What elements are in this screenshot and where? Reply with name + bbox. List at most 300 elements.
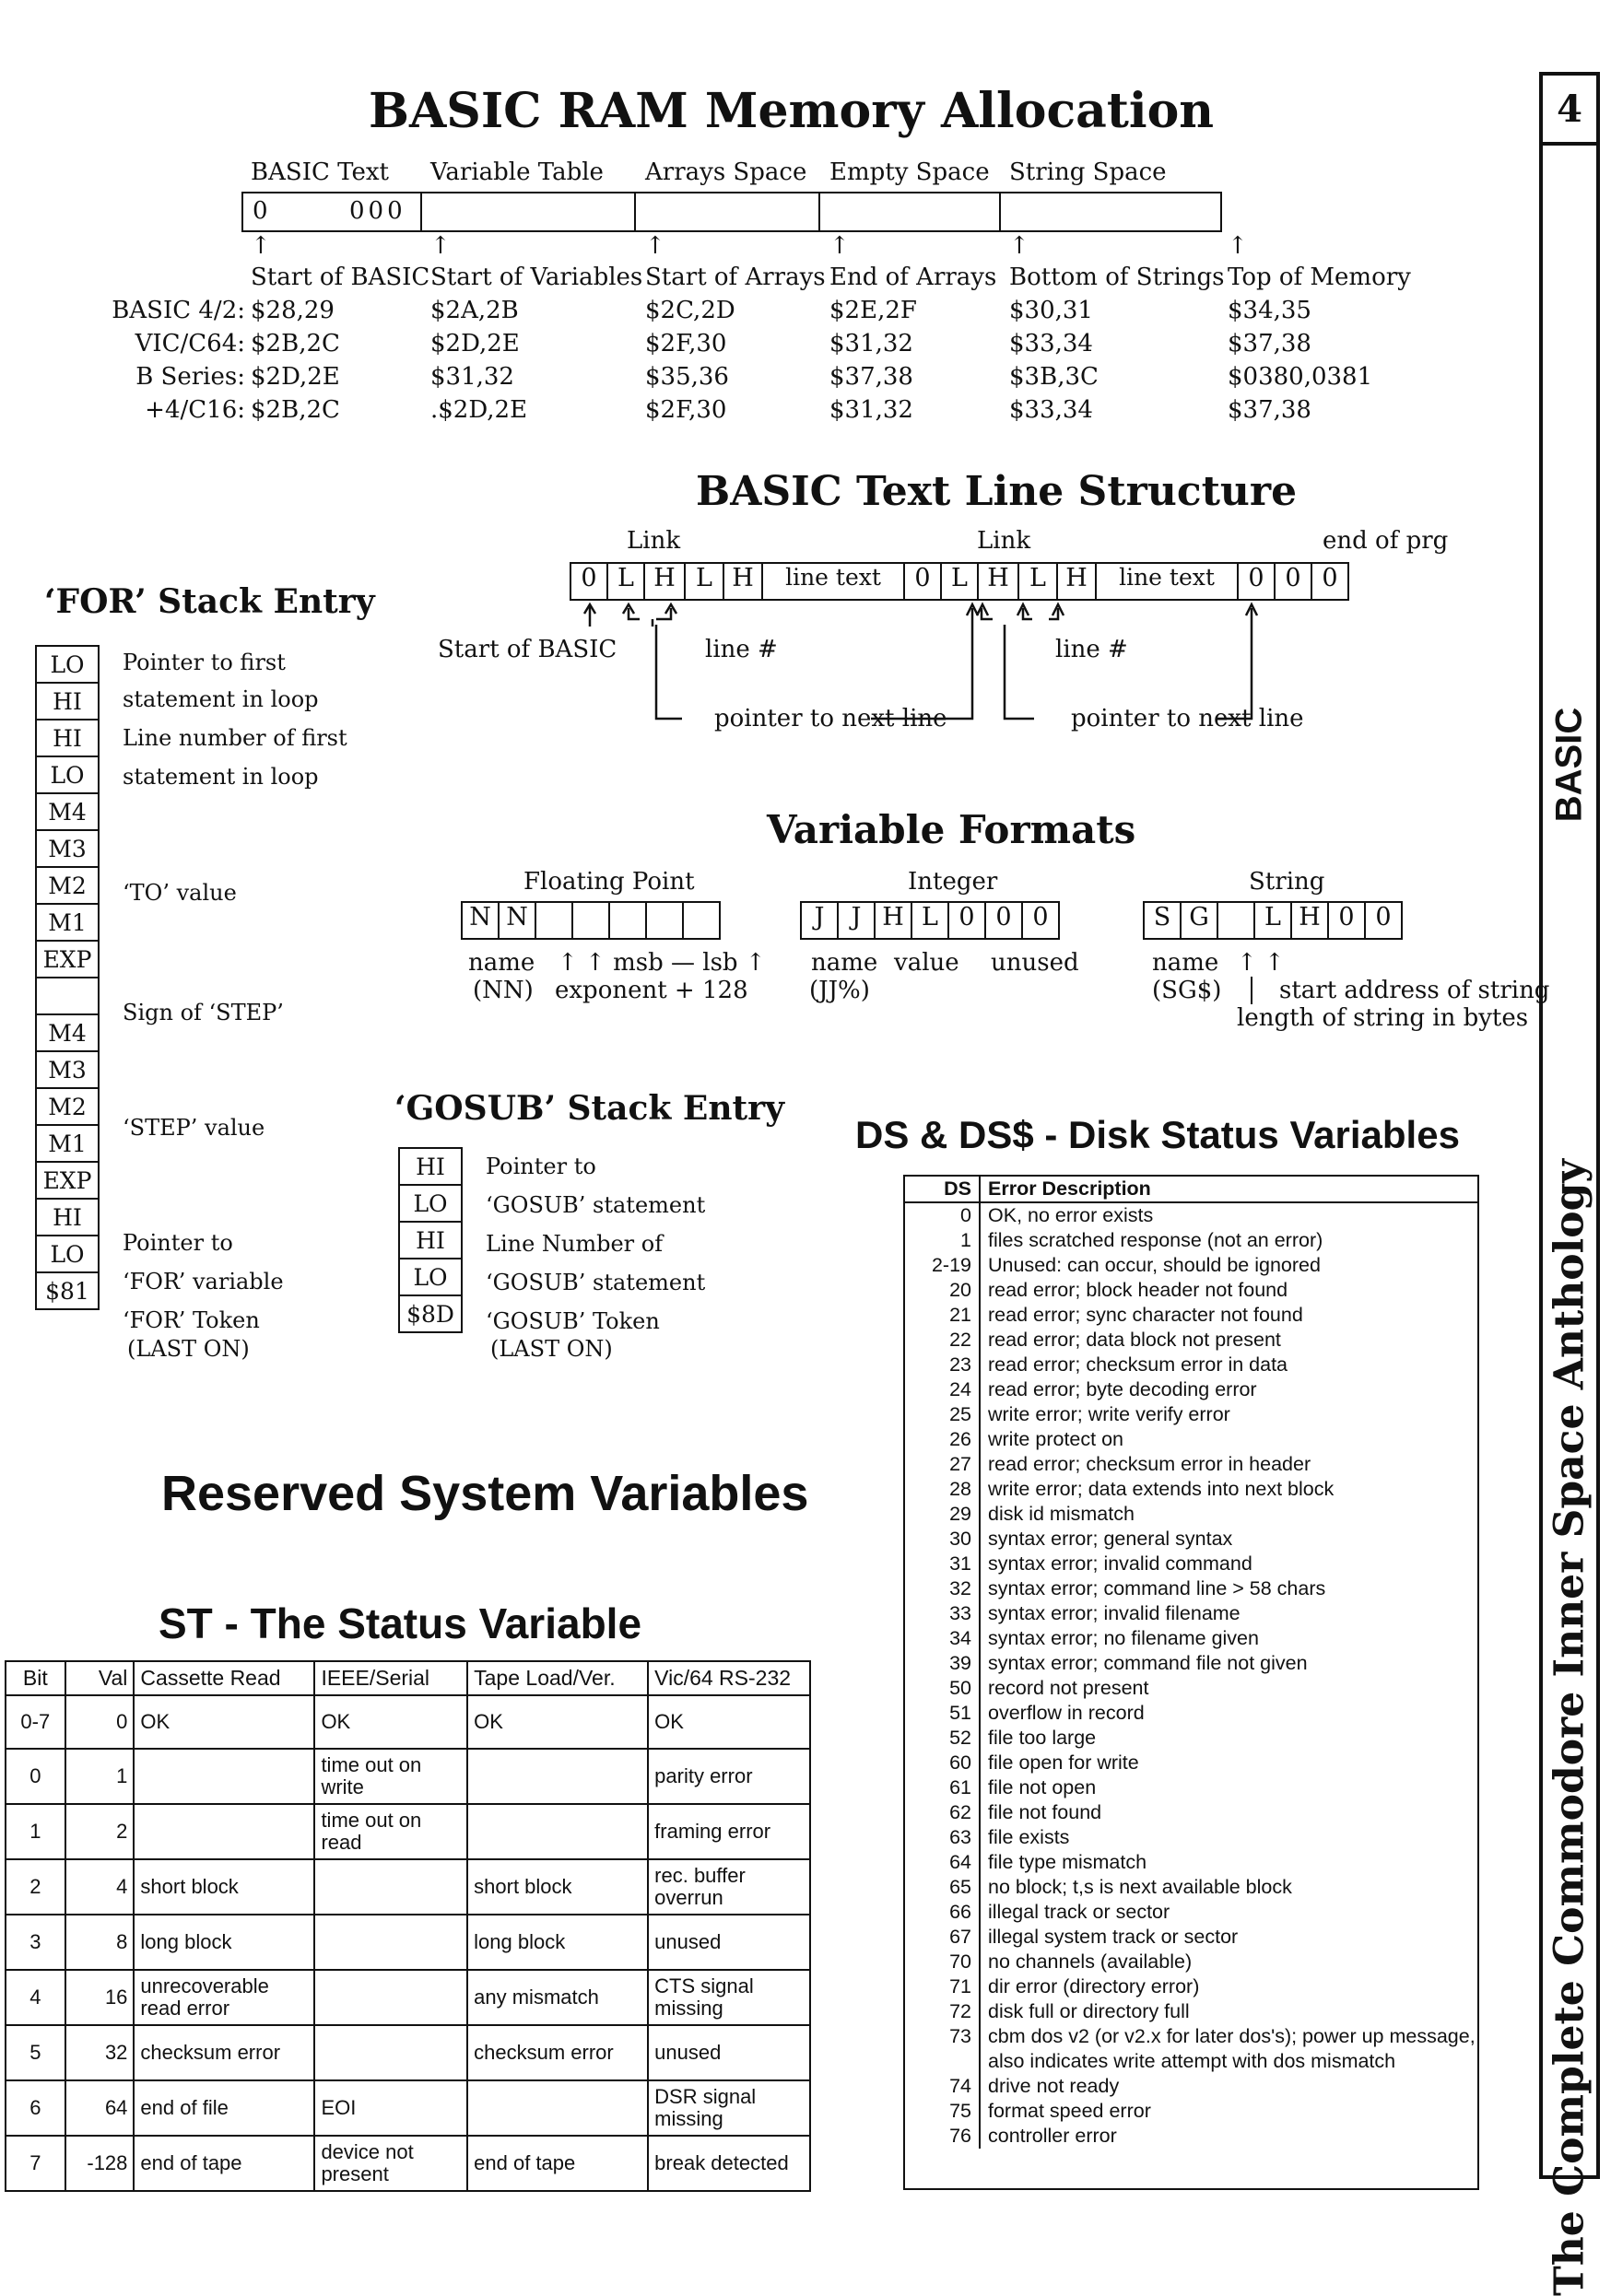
str-cell: L [1253, 901, 1292, 940]
ds-row [905, 1601, 1477, 1626]
pointer-name: Top of Memory [1228, 264, 1411, 291]
gosub-stack [398, 1149, 463, 1333]
st-cell: 1 [65, 1749, 135, 1804]
segment-label: Arrays Space [645, 158, 807, 186]
ds-row [905, 1477, 1477, 1502]
ds-description: write protect on [979, 1427, 1477, 1452]
st-cell: parity error [648, 1749, 810, 1804]
st-header: Vic/64 RS-232 [648, 1661, 810, 1695]
ds-row [905, 1253, 1477, 1278]
int-cell: H [874, 901, 912, 940]
for-cell: $81 [35, 1271, 100, 1310]
st-cell: 8 [65, 1915, 135, 1970]
st-cell: 64 [65, 2080, 135, 2136]
float-note: exponent + 128 [555, 977, 748, 1004]
address: $31,32 [829, 330, 913, 357]
st-cell: 7 [6, 2136, 65, 2191]
str-cell: 0 [1327, 901, 1366, 940]
ds-code: 60 [949, 1751, 971, 1774]
st-cell: CTS signal missing [648, 1970, 810, 2025]
up-arrow-icon: ↑ [1009, 232, 1029, 260]
st-header-row [6, 1661, 810, 1695]
st-cell [134, 1804, 314, 1859]
ds-code: 34 [949, 1627, 971, 1649]
gosub-cell: $8D [398, 1294, 463, 1333]
for-label: ‘STEP’ value [123, 1115, 265, 1141]
st-cell: 32 [65, 2025, 135, 2080]
for-label: ‘TO’ value [123, 880, 237, 906]
st-cell: 0 [65, 1695, 135, 1749]
st-cell: 2 [65, 1804, 135, 1859]
ds-code: 27 [949, 1453, 971, 1475]
ds-code: 21 [949, 1304, 971, 1326]
address: $2D,2E [251, 363, 340, 391]
st-cell: break detected [648, 2136, 810, 2191]
gosub-label: ‘GOSUB’ statement [486, 1192, 706, 1218]
segment-label: Empty Space [829, 158, 990, 186]
ds-description: Unused: can occur, should be ignored [979, 1253, 1477, 1278]
up-arrow-icon: ↑ [1228, 232, 1248, 260]
st-row [6, 2025, 810, 2080]
for-cell: M2 [35, 1087, 100, 1126]
ds-description: syntax error; no filename given [979, 1626, 1477, 1651]
ds-row [905, 1800, 1477, 1825]
ds-row [905, 1925, 1477, 1950]
st-cell: 3 [6, 1915, 65, 1970]
st-cell: end of file [134, 2080, 314, 2136]
for-stack-title: ‘FOR’ Stack Entry [44, 582, 375, 621]
ds-description: format speed error [979, 2099, 1477, 2124]
for-cell: HI [35, 682, 100, 720]
ds-row [905, 1850, 1477, 1875]
tl-cell: line text [761, 562, 905, 601]
ds-row [905, 1676, 1477, 1701]
ds-code: 25 [949, 1403, 971, 1425]
address: $2E,2F [829, 297, 917, 324]
gosub-label: Pointer to [486, 1154, 596, 1179]
st-cell: checksum error [467, 2025, 648, 2080]
tl-cell: L [606, 562, 645, 601]
ds-code: 39 [949, 1652, 971, 1674]
ds-row [905, 1278, 1477, 1303]
st-cell: device not present [314, 2136, 467, 2191]
ds-header-row [905, 1177, 1477, 1203]
address: $2D,2E [430, 330, 520, 357]
ds-description: illegal track or sector [979, 1900, 1477, 1925]
tl-cell: 0 [903, 562, 942, 601]
st-cell: 0 [6, 1749, 65, 1804]
tl-cell: H [723, 562, 763, 601]
ds-header: DS [944, 1177, 971, 1200]
ds-row [905, 1651, 1477, 1676]
gosub-cell: LO [398, 1258, 463, 1296]
for-cell: M4 [35, 792, 100, 831]
ds-rows [905, 1203, 1477, 2149]
ds-code: 63 [949, 1826, 971, 1848]
segment-label: BASIC Text [251, 158, 389, 186]
model-label: +4/C16: [145, 396, 245, 424]
ds-description: overflow in record [979, 1701, 1477, 1726]
st-row [6, 1970, 810, 2025]
st-cell: short block [467, 1859, 648, 1915]
str-cell: S [1143, 901, 1182, 940]
st-header: Val [65, 1661, 135, 1695]
st-cell [314, 2025, 467, 2080]
ds-description: file exists [979, 1825, 1477, 1850]
ds-code: 76 [949, 2125, 971, 2147]
varfmt-title: Variable Formats [767, 807, 1136, 852]
tl-cell: L [940, 562, 979, 601]
line-number-label: line # [1055, 636, 1128, 663]
ram-divider [634, 193, 636, 230]
pointer-name: Start of BASIC [251, 264, 430, 291]
ds-row [905, 1527, 1477, 1552]
for-label: Sign of ‘STEP’ [123, 1000, 284, 1025]
st-row [6, 1859, 810, 1915]
st-cell: 4 [65, 1859, 135, 1915]
gosub-cell: LO [398, 1184, 463, 1223]
st-cell: 6 [6, 2080, 65, 2136]
ds-code: 72 [949, 2000, 971, 2022]
st-cell: OK [467, 1695, 648, 1749]
ds-row [905, 1875, 1477, 1900]
ds-description: file type mismatch [979, 1850, 1477, 1875]
ds-code: 62 [949, 1801, 971, 1823]
address: $2C,2D [645, 297, 735, 324]
ds-code: 26 [949, 1428, 971, 1450]
ds-row [905, 1726, 1477, 1751]
ds-description: controller error [979, 2124, 1477, 2149]
ds-row [905, 1328, 1477, 1353]
int-cell: 0 [984, 901, 1023, 940]
for-cell: LO [35, 645, 100, 684]
ds-description: file too large [979, 1726, 1477, 1751]
model-label: VIC/C64: [135, 330, 245, 357]
address: $2B,2C [251, 330, 340, 357]
link-label: Link [627, 527, 681, 555]
ds-code: 20 [949, 1279, 971, 1301]
int-title: Integer [908, 868, 998, 896]
float-cell: N [461, 901, 500, 940]
model-label: B Series: [135, 363, 245, 391]
ram-divider [999, 193, 1001, 230]
ds-code: 50 [949, 1677, 971, 1699]
st-cell: 1 [6, 1804, 65, 1859]
ds-description: write error; data extends into next block [979, 1477, 1477, 1502]
float-cell: N [498, 901, 536, 940]
ds-code: 61 [949, 1776, 971, 1798]
ram-cell-value: 000 [349, 197, 406, 225]
address: $3B,3C [1009, 363, 1099, 391]
st-row [6, 1749, 810, 1804]
ds-code: 33 [949, 1602, 971, 1624]
st-header: Tape Load/Ver. [467, 1661, 648, 1695]
st-cell: any mismatch [467, 1970, 648, 2025]
ram-title: BASIC RAM Memory Allocation [369, 83, 1215, 139]
for-cell: M2 [35, 866, 100, 905]
ds-row [905, 1626, 1477, 1651]
ds-row [905, 2024, 1477, 2074]
ds-code: 0 [960, 1204, 971, 1226]
gosub-title: ‘GOSUB’ Stack Entry [394, 1089, 784, 1128]
for-cell: M3 [35, 1050, 100, 1089]
string-length-bracket [1242, 977, 1261, 1013]
ds-row [905, 1701, 1477, 1726]
st-cell [467, 2080, 648, 2136]
for-label: Pointer to first [123, 650, 286, 675]
pointer-next-line-label: pointer to next line [714, 705, 947, 732]
ds-code: 24 [949, 1378, 971, 1400]
address: $34,35 [1228, 297, 1311, 324]
st-cell: EOI [314, 2080, 467, 2136]
int-note: value [894, 949, 959, 977]
address: $30,31 [1009, 297, 1093, 324]
str-title: String [1249, 868, 1325, 896]
st-cell: 0-7 [6, 1695, 65, 1749]
ds-code: 1 [960, 1229, 971, 1251]
ds-code: 2-19 [931, 1254, 971, 1276]
int-cells [800, 901, 1060, 940]
ds-description: syntax error; invalid command [979, 1552, 1477, 1576]
ds-row [905, 2099, 1477, 2124]
for-cell: LO [35, 1235, 100, 1273]
for-stack [35, 647, 100, 1310]
st-cell: 2 [6, 1859, 65, 1915]
ds-code: 28 [949, 1478, 971, 1500]
tl-cell: H [1056, 562, 1097, 601]
for-cell: HI [35, 719, 100, 757]
st-cell: unrecoverable read error [134, 1970, 314, 2025]
ds-description: read error; data block not present [979, 1328, 1477, 1353]
st-cell: rec. buffer overrun [648, 1859, 810, 1915]
st-cell: DSR signal missing [648, 2080, 810, 2136]
ds-code: 51 [949, 1702, 971, 1724]
page-number: 4 [1557, 87, 1582, 131]
tl-cell: line text [1095, 562, 1239, 601]
st-cell: 16 [65, 1970, 135, 2025]
start-of-basic-label: Start of BASIC [438, 636, 617, 663]
st-cell: OK [134, 1695, 314, 1749]
st-cell [314, 1915, 467, 1970]
address: $37,38 [1228, 396, 1311, 424]
ram-divider [420, 193, 422, 230]
for-label: statement in loop [123, 764, 319, 790]
ds-code: 67 [949, 1926, 971, 1948]
address: $33,34 [1009, 330, 1093, 357]
int-cell: L [911, 901, 949, 940]
st-cell: -128 [65, 2136, 135, 2191]
st-cell [314, 1970, 467, 2025]
side-book-title: The Complete Commodore Inner Space Anthology [1546, 1159, 1593, 2296]
tl-cell: L [1017, 562, 1058, 601]
gosub-label: ‘GOSUB’ statement [486, 1270, 706, 1295]
gosub-label: ‘GOSUB’ Token [486, 1308, 660, 1334]
for-label: Pointer to [123, 1230, 233, 1256]
ds-row [905, 1751, 1477, 1775]
st-header: Cassette Read [134, 1661, 314, 1695]
for-cell: M3 [35, 829, 100, 868]
for-cell [35, 977, 100, 1015]
address: $37,38 [1228, 330, 1311, 357]
ds-description: read error; block header not found [979, 1278, 1477, 1303]
side-section-label: BASIC [1548, 707, 1590, 823]
ds-code: 23 [949, 1353, 971, 1376]
ds-description: syntax error; command file not given [979, 1651, 1477, 1676]
tl-cell: 0 [570, 562, 608, 601]
ds-code: 71 [949, 1975, 971, 1997]
ds-row [905, 1900, 1477, 1925]
st-cell [467, 1749, 648, 1804]
str-note: length of string in bytes [1237, 1004, 1529, 1032]
ds-description: read error; checksum error in header [979, 1452, 1477, 1477]
ds-code: 64 [949, 1851, 971, 1873]
st-row [6, 2136, 810, 2191]
st-cell: 4 [6, 1970, 65, 2025]
for-cell: EXP [35, 940, 100, 978]
st-cell: 5 [6, 2025, 65, 2080]
address: $33,34 [1009, 396, 1093, 424]
ds-description: cbm dos v2 (or v2.x for later dos's); power up message, also indicates write attempt with dos mismatch [979, 2024, 1477, 2074]
float-title: Floating Point [523, 868, 695, 896]
int-cell: J [837, 901, 876, 940]
float-cell [608, 901, 647, 940]
ds-code: 30 [949, 1528, 971, 1550]
for-cell: LO [35, 756, 100, 794]
end-of-program-label: end of prg [1323, 527, 1449, 555]
ds-description: files scratched response (not an error) [979, 1228, 1477, 1253]
int-cell: 0 [1021, 901, 1060, 940]
str-cell: 0 [1364, 901, 1403, 940]
ds-code: 65 [949, 1876, 971, 1898]
st-cell: OK [314, 1695, 467, 1749]
ds-description: write error; write verify error [979, 1402, 1477, 1427]
float-cell [682, 901, 721, 940]
tl-cell: 0 [1274, 562, 1312, 601]
ds-row [905, 1427, 1477, 1452]
ds-code: 31 [949, 1552, 971, 1575]
up-arrow-icon: ↑ [645, 232, 665, 260]
tl-cell: 0 [1311, 562, 1349, 601]
ds-row [905, 1552, 1477, 1576]
up-arrow-icon: ↑ [829, 232, 850, 260]
str-note: start address of string [1279, 977, 1550, 1004]
line-number-label: line # [705, 636, 778, 663]
ds-description: syntax error; general syntax [979, 1527, 1477, 1552]
ds-description: drive not ready [979, 2074, 1477, 2099]
address: $2A,2B [430, 297, 519, 324]
st-cell [467, 1804, 648, 1859]
for-cell: M4 [35, 1013, 100, 1052]
st-table [5, 1660, 811, 2192]
ds-row [905, 1452, 1477, 1477]
st-cell: OK [648, 1695, 810, 1749]
text-line-cells [570, 562, 1349, 601]
ds-row [905, 1377, 1477, 1402]
tl-cell: 0 [1237, 562, 1276, 601]
ds-title: DS & DS$ - Disk Status Variables [855, 1113, 1460, 1156]
float-note: ↑ ↑ msb — lsb ↑ [558, 949, 766, 977]
ds-row [905, 1303, 1477, 1328]
pointer-next-line-label: pointer to next line [1071, 705, 1304, 732]
for-label: statement in loop [123, 686, 319, 712]
ds-code: 73 [949, 2025, 971, 2047]
textline-title: BASIC Text Line Structure [696, 468, 1298, 515]
address: $35,36 [645, 363, 729, 391]
for-label: (LAST ON) [127, 1336, 250, 1362]
str-note: ↑ ↑ [1237, 949, 1285, 977]
gosub-label: (LAST ON) [490, 1336, 613, 1362]
ds-row [905, 1228, 1477, 1253]
st-cell: unused [648, 1915, 810, 1970]
ds-code: 66 [949, 1901, 971, 1923]
address: $0380,0381 [1228, 363, 1373, 391]
ds-table [903, 1175, 1479, 2190]
st-cell: end of tape [134, 2136, 314, 2191]
st-cell: end of tape [467, 2136, 648, 2191]
int-cell: 0 [947, 901, 986, 940]
st-cell [134, 1749, 314, 1804]
pointer-name: Start of Arrays [645, 264, 826, 291]
st-cell: checksum error [134, 2025, 314, 2080]
for-cell: M1 [35, 903, 100, 942]
st-cell: time out on read [314, 1804, 467, 1859]
int-note: (JJ%) [809, 977, 870, 1004]
address: $2F,30 [645, 396, 727, 424]
ds-code: 32 [949, 1577, 971, 1599]
ds-description: read error; byte decoding error [979, 1377, 1477, 1402]
address: $31,32 [430, 363, 514, 391]
ds-description: file open for write [979, 1751, 1477, 1775]
up-arrow-icon: ↑ [430, 232, 451, 260]
ds-code: 70 [949, 1950, 971, 1973]
model-label: BASIC 4/2: [112, 297, 245, 324]
reserved-title: Reserved System Variables [161, 1466, 809, 1521]
ds-row [905, 1353, 1477, 1377]
int-note: unused [991, 949, 1079, 977]
ram-divider [818, 193, 820, 230]
ram-bar [241, 192, 1222, 232]
st-cell [314, 1859, 467, 1915]
ds-row [905, 1203, 1477, 1228]
str-note: (SG$) [1152, 977, 1222, 1004]
ds-row [905, 1825, 1477, 1850]
ds-header: Error Description [979, 1177, 1477, 1201]
for-label: Line number of first [123, 725, 347, 751]
tl-cell: H [977, 562, 1019, 601]
float-note: name [468, 949, 535, 977]
ds-description: no block; t,s is next available block [979, 1875, 1477, 1900]
segment-label: Variable Table [430, 158, 604, 186]
address: $2F,30 [645, 330, 727, 357]
ds-description: disk full or directory full [979, 1999, 1477, 2024]
ds-row [905, 1402, 1477, 1427]
address: $31,32 [829, 396, 913, 424]
st-cell: long block [467, 1915, 648, 1970]
for-label: ‘FOR’ Token [123, 1307, 260, 1333]
int-note: name [811, 949, 878, 977]
st-row [6, 1915, 810, 1970]
st-row [6, 1695, 810, 1749]
st-cell: short block [134, 1859, 314, 1915]
ds-row [905, 2124, 1477, 2149]
page-number-box [1539, 72, 1600, 146]
for-cell: EXP [35, 1161, 100, 1200]
address: $37,38 [829, 363, 913, 391]
ds-row [905, 1775, 1477, 1800]
ds-description: syntax error; invalid filename [979, 1601, 1477, 1626]
st-row [6, 2080, 810, 2136]
gosub-label: Line Number of [486, 1231, 664, 1257]
